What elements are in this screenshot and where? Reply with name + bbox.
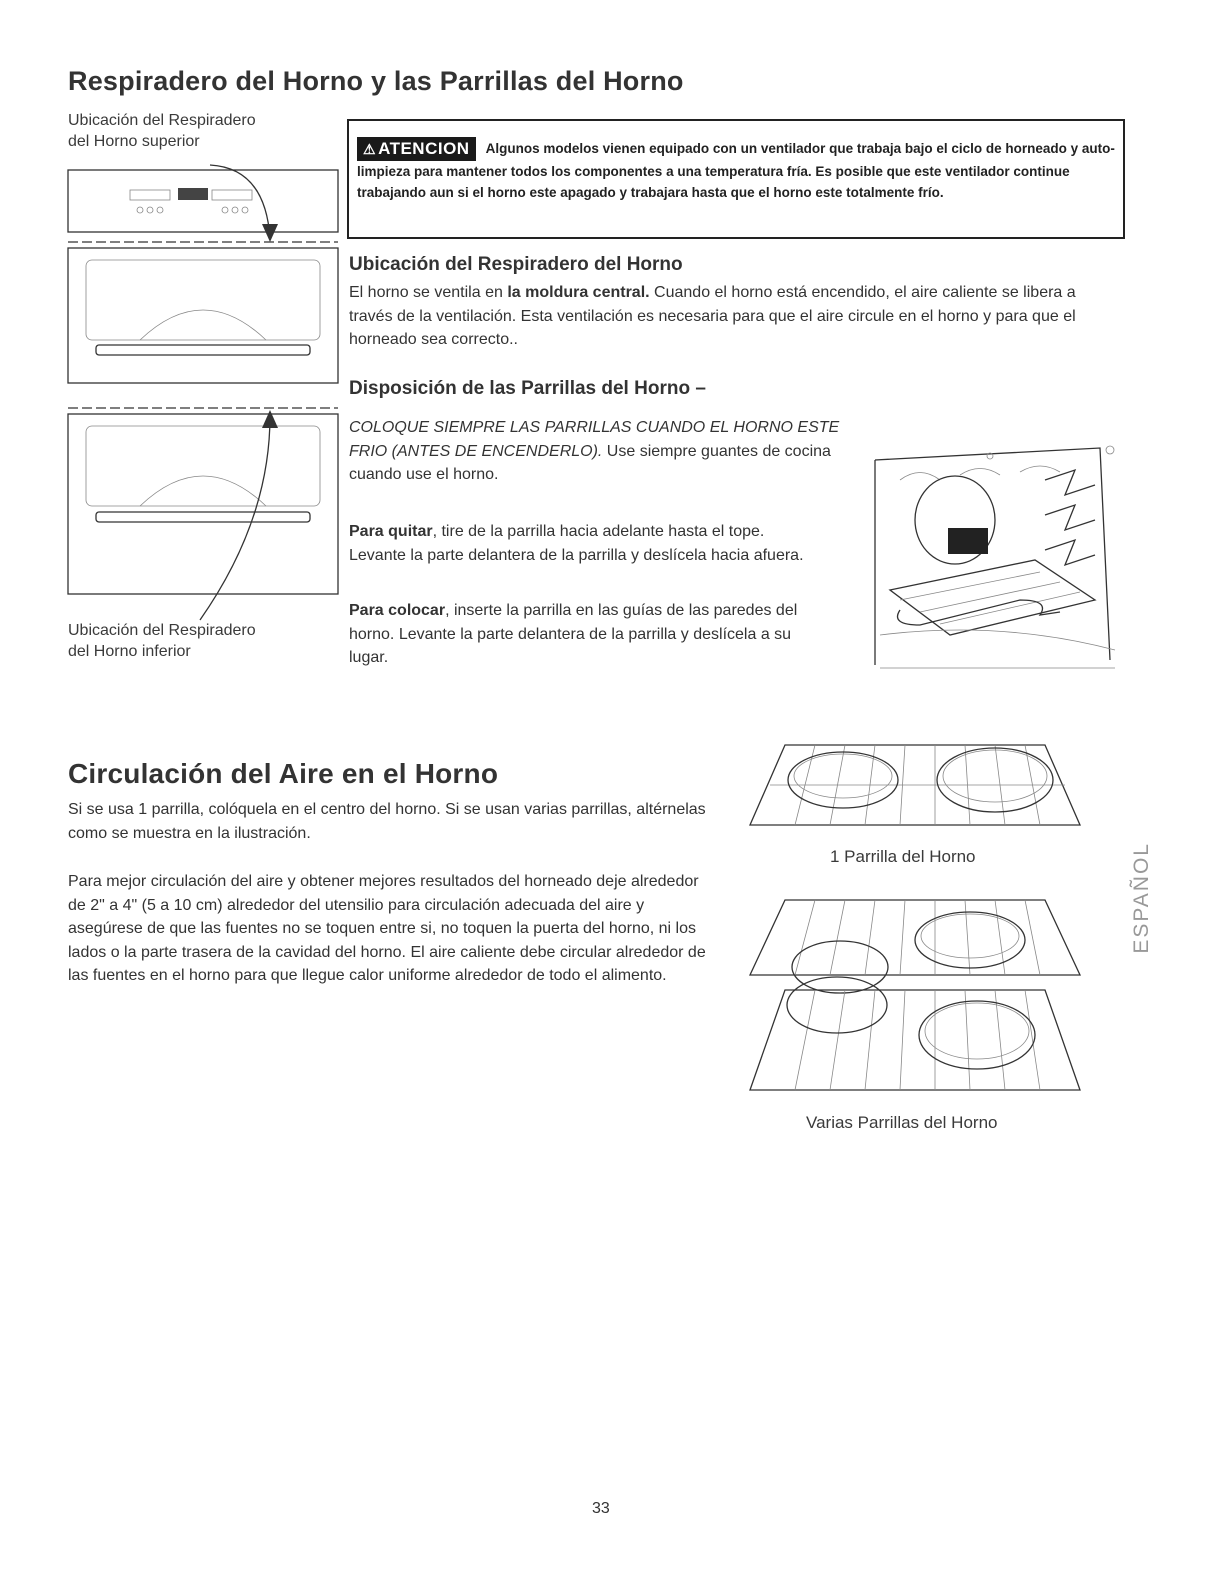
pan-left (788, 752, 898, 808)
vent-text: El horno se ventila en la moldura central. Cuando el horno está encendido, el aire caliente se libera a través de la ventilación. Esta ventilación es necesaria para que el aire circule en el horno y para que el horneado sea correcto.. (349, 284, 1076, 348)
one-rack-caption: 1 Parrilla del Horno (830, 847, 976, 866)
language-side-label: ESPAÑOL (1130, 842, 1153, 954)
upper-vent-caption-line1: Ubicación del Respiradero (68, 112, 256, 129)
warning-triangle-icon: ⚠ (363, 141, 377, 157)
air-para2: Para mejor circulación del aire y obtener mejores resultados del horneado deje alrededor de 2" a 4" (5 a 10 cm) alrededor del utensilio para circulación adecuada del aire y asegúrese de que las fuentes no se toquen entre si, no toquen la puerta del horno, ni los lados o la parte trasera de la cavidad del horno. El aire caliente debe circular alrededor de las fuentes en el horno para que llegue calor uniforme alrededor de todo el alimento. (68, 873, 706, 984)
upper-vent-caption-line2: del Horno superior (68, 133, 200, 150)
page-title: Respiradero del Horno y las Parrillas del Horno (68, 66, 684, 96)
lower-vent-caption (68, 620, 256, 662)
upper-vent-arrow (210, 165, 270, 238)
place-rack-text: Para colocar, inserte la parrilla en las guías de las paredes del horno. Levante la parte delantera de la parrilla y deslícela a su lugar. (349, 602, 798, 666)
lower-vent-caption-line2: del Horno inferior (68, 643, 191, 660)
one-rack-illustration (745, 740, 1085, 840)
caution-box (347, 119, 1125, 239)
page-number: 33 (592, 1500, 610, 1517)
oven-rack (890, 560, 1095, 635)
pan-right (937, 748, 1053, 812)
control-buttons (130, 188, 252, 213)
racks-text: COLOQUE SIEMPRE LAS PARRILLAS CUANDO EL HORNO ESTE FRIO (ANTES DE ENCENDERLO). Use siempre guantes de cocina cuando use el horno. (349, 419, 840, 483)
lower-door-handle (96, 512, 310, 522)
air-para1: Si se usa 1 parrilla, colóquela en el centro del horno. Si se usan varias parrillas, altérnelas como se muestra en la ilustración. (68, 801, 706, 842)
upper-pan-right (915, 912, 1025, 968)
racks-heading: Disposición de las Parrillas del Horno – (349, 378, 706, 399)
upper-oven-window (86, 260, 320, 340)
caution-text: Algunos modelos vienen equipado con un ventilador que trabaja bajo el ciclo de horneado y auto-limpieza para mantener todos los componentes a una temperatura fría. Es posible que este ventilador continue trabajando aun si el horno este apagado y trabajara hasta que el horno este totalmente frío. (357, 141, 1115, 200)
remove-rack-text: Para quitar, tire de la parrilla hacia adelante hasta el tope. Levante la parte delantera de la parrilla y deslícela hacia afuera. (349, 523, 804, 564)
multi-rack-caption: Varias Parrillas del Horno (806, 1113, 998, 1132)
bake-element (898, 600, 1061, 625)
oven-interior-illustration (860, 440, 1130, 685)
upper-vent-caption (68, 110, 256, 152)
lower-rack (750, 990, 1080, 1090)
rack-guides (1045, 470, 1095, 565)
lower-oven-window (86, 426, 320, 506)
lower-pan-left (787, 977, 887, 1033)
air-circulation-title: Circulación del Aire en el Horno (68, 758, 499, 789)
lower-oven-door (68, 414, 338, 594)
caution-text-block (357, 137, 1117, 203)
control-panel (68, 170, 338, 232)
lower-vent-caption-line1: Ubicación del Respiradero (68, 622, 256, 639)
vent-heading: Ubicación del Respiradero del Horno (349, 254, 683, 275)
upper-oven-door (68, 248, 338, 383)
upper-door-handle (96, 345, 310, 355)
double-oven-illustration (60, 160, 345, 630)
caution-badge: ⚠ ATENCION (357, 137, 476, 161)
multi-rack-illustration (745, 895, 1085, 1105)
lower-vent-arrow (200, 416, 270, 620)
